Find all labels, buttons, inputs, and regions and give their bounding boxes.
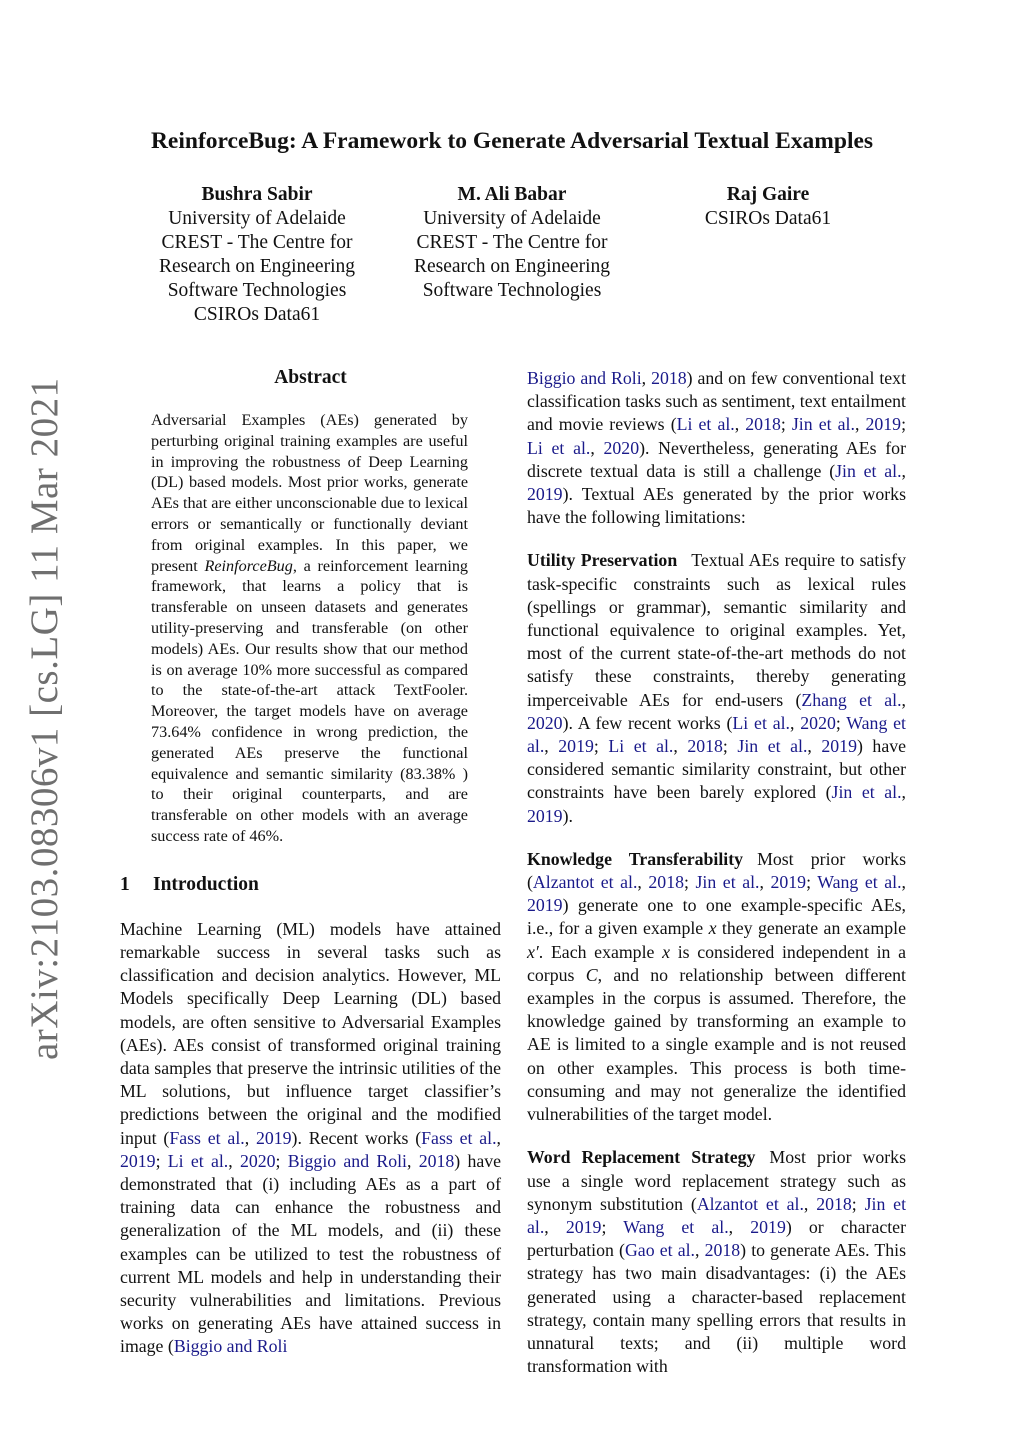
citation-link[interactable]: Alzantot et al. bbox=[696, 1193, 804, 1214]
citation-link[interactable]: Li et al. bbox=[527, 437, 591, 458]
citation-link[interactable]: Li et al. bbox=[167, 1150, 229, 1171]
math-variable: x bbox=[708, 918, 717, 939]
citation-link[interactable]: Jin et al. bbox=[831, 782, 902, 803]
citation-link[interactable]: Fass et al. bbox=[421, 1127, 497, 1148]
abstract-text: Adversarial Examples (AEs) generated by perturbing original training examples are useful in improving the robustness of Deep Learning (DL) based models. Most prior works, generate AEs that are either unconscionable due to lexical errors or semantically or functionally deviant from original examples. In this paper, we present ReinforceBug, a reinforcement learning framework, that learns a policy that is transferable on unseen datasets and generates utility-preserving and transferable (on other models) AEs. Our results show that our method is on average 10% more successful as compared to the state-of-the-art attack TextFooler. Moreover, the target models have on average 73.64% confidence in wrong prediction, the generated AEs preserve the functional equivalence and semantic similarity (83.38% ) to their original counterparts, and are transferable on other models with an average success rate of 46%. bbox=[151, 411, 469, 845]
arxiv-identifier-stamp: arXiv:2103.08306v1 [cs.LG] 11 Mar 2021 bbox=[23, 377, 66, 1060]
citation-link[interactable]: 2019 bbox=[527, 484, 563, 505]
citation-link[interactable]: 2019 bbox=[527, 895, 563, 916]
citation-link[interactable]: 2019 bbox=[821, 736, 857, 757]
citation-link[interactable]: Li et al. bbox=[732, 712, 790, 733]
affiliation-line: Research on Engineering bbox=[158, 256, 355, 277]
citation-link[interactable]: 2018 bbox=[648, 872, 684, 893]
citation-link[interactable]: Biggio and Roli bbox=[527, 368, 642, 388]
citation-link[interactable]: 2020 bbox=[603, 437, 640, 458]
author-1 bbox=[127, 183, 387, 327]
citation-link[interactable]: 2018 bbox=[651, 368, 687, 388]
citation-link[interactable]: Alzantot et al. bbox=[532, 872, 638, 893]
paragraph-run-in-heading: Knowledge Transferability bbox=[527, 848, 744, 869]
author-3 bbox=[638, 183, 898, 231]
citation-link[interactable]: 2018 bbox=[745, 414, 781, 435]
citation-link[interactable]: 2019 bbox=[558, 736, 594, 757]
citation-link[interactable]: 2018 bbox=[418, 1150, 455, 1171]
citation-link[interactable]: Biggio and Roli bbox=[287, 1150, 407, 1171]
affiliation-line: Software Technologies bbox=[422, 280, 602, 301]
knowledge-transferability-paragraph: Knowledge Transferability Most prior works (Alzantot et al., 2018; Jin et al., 2019; Wang et al., 2019) generate one to one example-specific AEs, i.e., for a given example x they generate an example x′. Each example x is considered independent in a corpus C, and no relationship between different examples in the corpus is assumed. Therefore, the knowledge gained by transforming an example to AE is limited to a single example and is not reused on other examples. This process is both time-consuming and may not generalize the identified vulnerabilities of the target model. bbox=[527, 848, 907, 1125]
citation-link[interactable]: Jin et al. bbox=[737, 736, 808, 757]
citation-link[interactable]: 2018 bbox=[704, 1240, 741, 1261]
citation-link[interactable]: 2019 bbox=[865, 414, 902, 435]
left-column bbox=[120, 366, 501, 1359]
intro-paragraph-continued: Biggio and Roli, 2018) and on few conventional text classification tasks such as sentiment, text entailment and movie reviews (Li et al., 2018; Jin et al., 2019; Li et al., 2020). Nevertheless, generating AEs for discrete textual data is still a challenge (Jin et al., 2019). Textual AEs generated by the prior works have the following limitations: bbox=[527, 368, 907, 528]
citation-link[interactable]: 2019 bbox=[120, 1150, 156, 1171]
intro-paragraph: Machine Learning (ML) models have attained remarkable success in several tasks such as classification and decision analytics. However, ML Models specifically Deep Learning (DL) based models, are often sensitive to Adversarial Examples (AEs). AEs consist of transformed original training data samples that preserve the intrinsic utilities of the ML solutions, but influence target classifier’s predictions between the original and the modified input (Fass et al., 2019). Recent works (Fass et al., 2019; Li et al., 2020; Biggio and Roli, 2018) have demonstrated that (i) including AEs as a part of training data can enhance the robustness and generalization of the ML models, and (ii) these examples can be utilized to test the robustness of current ML models and help in understanding their security vulnerabilities and limitations. Previous works on generating AEs have attained success in image (Biggio and Roli bbox=[120, 918, 502, 1357]
citation-link[interactable]: 2020 bbox=[527, 712, 563, 733]
affiliation-line: CSIROs Data61 bbox=[193, 304, 321, 325]
citation-link[interactable]: 2019 bbox=[750, 1216, 786, 1237]
author-name: M. Ali Babar bbox=[457, 184, 567, 205]
paragraph-run-in-heading: Utility Preservation bbox=[527, 550, 678, 571]
author-name: Raj Gaire bbox=[726, 184, 810, 205]
affiliation-line: CREST - The Centre for bbox=[416, 232, 608, 253]
section-title: Introduction bbox=[153, 873, 259, 895]
citation-link[interactable]: Wang et al. bbox=[817, 872, 902, 893]
citation-link[interactable]: 2020 bbox=[239, 1150, 276, 1171]
paragraph-run-in-heading: Word Replacement Strategy bbox=[527, 1147, 756, 1168]
utility-preservation-paragraph: Utility Preservation Textual AEs require to satisfy task-specific constraints such as lexical rules (spellings or grammar), semantic similarity and functional equivalence to original examples. Yet, most of the current state-of-the-art methods do not satisfy these constraints, thereby generating imperceivable AEs for end-users (Zhang et al., 2020). A few recent works (Li et al., 2020; Wang et al., 2019; Li et al., 2018; Jin et al., 2019) have considered semantic similarity constraint, but other constraints have been barely explored (Jin et al., 2019). bbox=[527, 550, 906, 826]
framework-name: ReinforceBug bbox=[204, 556, 293, 575]
citation-link[interactable]: Li et al. bbox=[676, 414, 735, 435]
right-column bbox=[527, 367, 906, 1378]
citation-link[interactable]: 2020 bbox=[800, 712, 836, 733]
word-replacement-paragraph: Word Replacement Strategy Most prior works use a single word replacement strategy such as synonym substitution (Alzantot et al., 2018; Jin et al., 2019; Wang et al., 2019) or character perturbation (Gao et al., 2018) to generate AEs. This strategy has two main disadvantages: (i) the AEs generated using a character-based replacement strategy, contain many spelling errors that results in unnatural texts; and (ii) multiple word transformation with bbox=[527, 1147, 907, 1377]
citation-link[interactable]: Jin et al. bbox=[835, 460, 902, 481]
introduction-heading bbox=[120, 873, 501, 897]
citation-link[interactable]: Li et al. bbox=[608, 736, 674, 757]
math-variable: x′ bbox=[527, 941, 539, 962]
citation-link[interactable]: Gao et al. bbox=[624, 1240, 695, 1261]
affiliation-line: Software Technologies bbox=[167, 280, 347, 301]
section-number: 1 bbox=[120, 873, 130, 895]
math-variable: x bbox=[662, 941, 671, 962]
citation-link[interactable]: Wang et al. bbox=[527, 712, 906, 757]
author-name: Bushra Sabir bbox=[201, 184, 313, 205]
citation-link[interactable]: 2018 bbox=[816, 1193, 852, 1214]
math-variable: C bbox=[585, 964, 598, 985]
citation-link[interactable]: 2019 bbox=[770, 872, 807, 893]
citation-link[interactable]: Zhang et al. bbox=[801, 689, 902, 710]
citation-link[interactable]: Fass et al. bbox=[169, 1127, 245, 1148]
citation-link[interactable]: 2019 bbox=[255, 1127, 292, 1148]
citation-link[interactable]: 2018 bbox=[687, 736, 723, 757]
affiliation-line: Research on Engineering bbox=[413, 256, 610, 277]
abstract-heading: Abstract bbox=[274, 367, 347, 388]
citation-link[interactable]: Biggio and Roli bbox=[173, 1336, 288, 1357]
affiliation-line: CREST - The Centre for bbox=[161, 232, 353, 253]
citation-link[interactable]: 2019 bbox=[565, 1216, 602, 1237]
author-2 bbox=[382, 183, 642, 303]
citation-link[interactable]: 2019 bbox=[527, 805, 563, 826]
affiliation-line: University of Adelaide bbox=[423, 208, 601, 229]
paper-title: ReinforceBug: A Framework to Generate Adversarial Textual Examples bbox=[150, 128, 874, 154]
affiliation-line: University of Adelaide bbox=[168, 208, 346, 229]
citation-link[interactable]: Jin et al. bbox=[791, 414, 855, 435]
citation-link[interactable]: Jin et al. bbox=[695, 872, 760, 893]
citation-link[interactable]: Wang et al. bbox=[623, 1216, 729, 1237]
affiliation-line: CSIROs Data61 bbox=[704, 208, 832, 229]
citation-link[interactable]: Jin et al. bbox=[527, 1193, 907, 1237]
author-block bbox=[0, 183, 1024, 333]
